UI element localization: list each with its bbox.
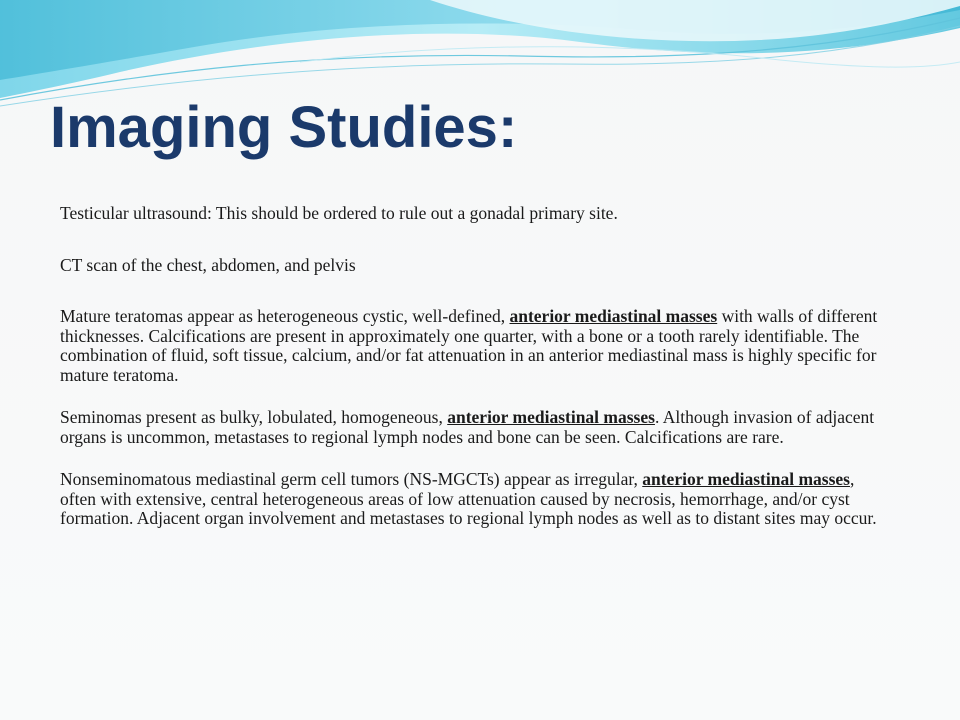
paragraph-seminomas xyxy=(60,408,890,447)
paragraph-mature-teratomas xyxy=(60,307,890,385)
paragraph-text: Nonseminomatous mediastinal germ cell tumors (NS-MGCTs) appear as irregular, xyxy=(60,469,643,489)
paragraph-nonseminomatous xyxy=(60,470,890,529)
paragraph-text: Mature teratomas appear as heterogeneous cystic, well-defined, xyxy=(60,306,510,326)
paragraph-text: with walls of different thicknesses. Calcifications are present in approximately one quarter, with a bone or a tooth rarely identifiable. The combination of fluid, soft tissue, calcium, and/or fat attenuation in an anterior mediastinal mass is highly specific for mature teratoma. xyxy=(60,306,878,385)
highlight-anterior-mediastinal-masses: anterior mediastinal masses xyxy=(642,469,850,489)
slide-body xyxy=(60,204,890,555)
slide-title: Imaging Studies: xyxy=(50,95,518,160)
paragraph-text: . Although invasion of adjacent organs is uncommon, metastases to regional lymph nodes and bone can be seen. Calcifications are rare. xyxy=(60,407,875,447)
highlight-anterior-mediastinal-masses: anterior mediastinal masses xyxy=(447,407,655,427)
highlight-anterior-mediastinal-masses: anterior mediastinal masses xyxy=(509,306,718,326)
paragraph-testicular-ultrasound: Testicular ultrasound: This should be ordered to rule out a gonadal primary site. xyxy=(60,203,618,223)
paragraph-ct-scan: CT scan of the chest, abdomen, and pelvis xyxy=(60,254,356,275)
paragraph-text: , often with extensive, central heterogeneous areas of low attenuation caused by necrosis, hemorrhage, and/or cyst formation. Adjacent organ involvement and metastases to regional lymph nodes as well as to distant sites may occur. xyxy=(60,469,877,528)
paragraph-text: Seminomas present as bulky, lobulated, homogeneous, xyxy=(60,407,448,427)
